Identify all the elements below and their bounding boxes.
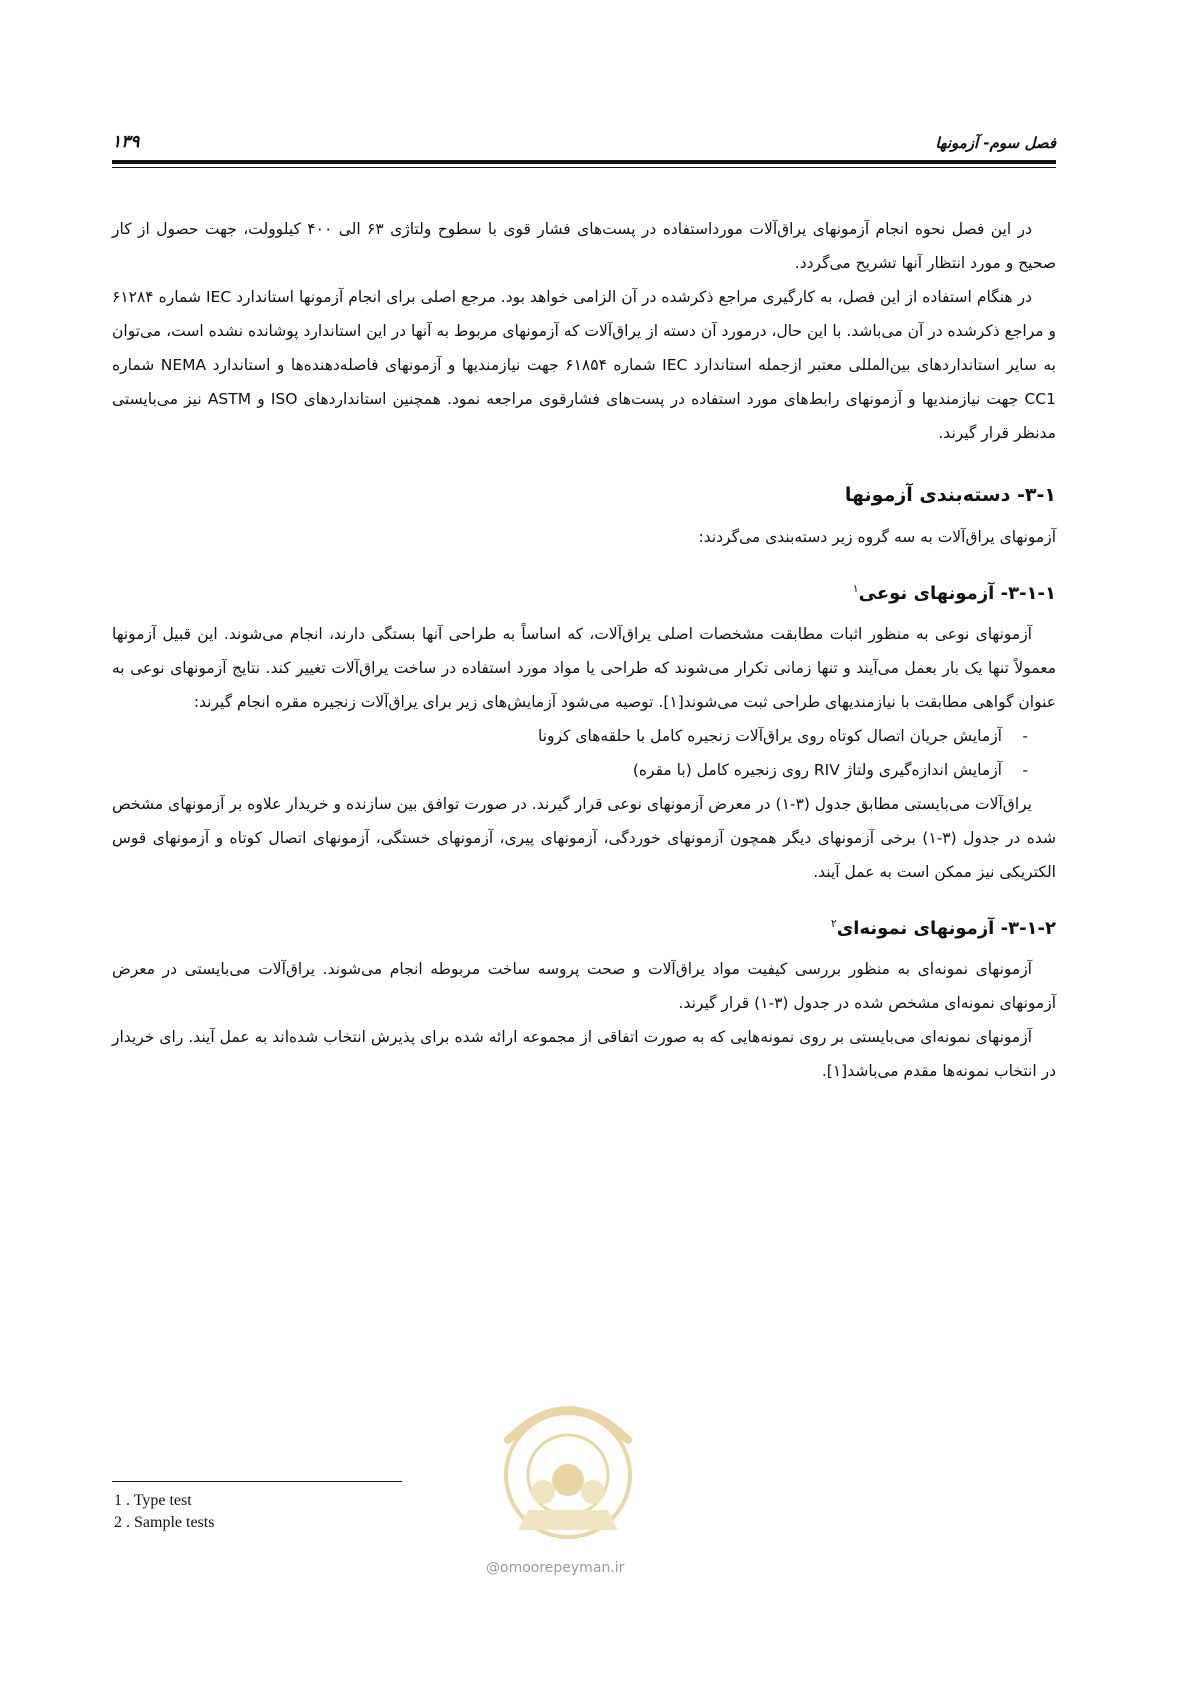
type-tests-paragraph-2: یراق‌آلات می‌بایستی مطابق جدول (۳-۱) در معرض آزمونهای نوعی قرار گیرند. در صورت توافق بین سازنده و خریدار علاوه بر آزمونهای مشخص شده در جدول (۳-۱) برخی آزمونهای دیگر همچون آزمونهای خوردگی، آزمونهای پیری، آزمونهای خستگی، آزمونهای اتصال کوتاه و آزمونهای قوس الکتریکی نیز ممکن است به عمل آیند. [112, 795, 1056, 881]
sample-tests-paragraph: آزمونهای نمونه‌ای به منظور بررسی کیفیت مواد یراق‌آلات و صحت پروسه ساخت مربوطه انجام می‌شوند. یراق‌آلات می‌بایستی در معرض آزمونهای نمونه‌ای مشخص شده در جدول (۳-۱) قرار گیرند. [112, 960, 1056, 1012]
watermark-url: @omoorepeyman.ir [486, 1560, 625, 1576]
watermark-logo-icon [478, 1380, 658, 1580]
page-number: ۱۳۹ [112, 132, 140, 152]
list-dash: - [1022, 727, 1028, 745]
body-content [112, 212, 1056, 1088]
section-heading: ۳-۱- دسته‌بندی آزمونها [844, 484, 1056, 506]
running-header [112, 128, 1056, 158]
list-item-text: آزمایش جریان اتصال کوتاه روی یراق‌آلات زنجیره کامل با حلقه‌های کرونا [537, 727, 1002, 745]
sample-tests-paragraph-2: آزمونهای نمونه‌ای می‌بایستی بر روی نمونه‌هایی که به صورت اتفاقی از مجموعه ارائه شده برای پذیرش انتخاب شده‌اند به عمل آیند. رای خریدار در انتخاب نمونه‌ها مقدم می‌باشد[۱]. [112, 1028, 1056, 1080]
footnote-2: 2 . Sample tests [114, 1514, 215, 1531]
list-item [112, 719, 1028, 753]
subsection-heading-text: ۳-۱-۲- آزمونهای نمونه‌ای [836, 918, 1056, 939]
intro-paragraph-1: در این فصل نحوه انجام آزمونهای یراق‌آلات مورداستفاده در پست‌های فشار قوی با سطوح ولتاژی ۶۳ الی ۴۰۰ کیلوولت، جهت حصول از کار صحیح و مورد انتظار آنها تشریح می‌گردد. [112, 220, 1056, 272]
subsection-heading-type-tests [112, 572, 1056, 611]
subsection-heading-sample-tests [112, 907, 1056, 946]
subsection-heading-text: ۳-۱-۱- آزمونهای نوعی [858, 583, 1056, 604]
header-rule-thick [112, 160, 1056, 164]
footnote-ref-2: ۲ [830, 917, 837, 930]
footnote-1: 1 . Type test [114, 1492, 192, 1509]
list-item [112, 753, 1028, 787]
footnotes [114, 1490, 214, 1534]
section-text: آزمونهای یراق‌آلات به سه گروه زیر دسته‌بندی می‌گردند: [698, 528, 1056, 546]
footnote-rule [112, 1481, 402, 1482]
intro-paragraph-2: در هنگام استفاده از این فصل، به کارگیری مراجع ذکرشده در آن الزامی خواهد بود. مرجع اصلی برای انجام آزمونها استاندارد IEC شماره ۶۱۲۸۴ و مراجع ذکرشده در آن می‌باشد. با این حال، درمورد آن دسته از یراق‌آلات که آزمونهای مربوط به آنها در این استاندارد پوشانده نشده است، می‌توان به سایر استانداردهای بین‌المللی معتبر ازجمله استاندارد IEC شماره ۶۱۸۵۴ جهت نیازمندیها و آزمونهای فاصله‌دهنده‌ها و استاندارد NEMA شماره CC1 جهت نیازمندیها و آزمونهای رابط‌های مورد استفاده در پست‌های فشارقوی مراجعه نمود. همچنین استانداردهای ISO و ASTM نیز می‌بایستی مدنظر قرار گیرند. [112, 288, 1056, 442]
list-dash: - [1022, 761, 1028, 779]
list-item-text: آزمایش اندازه‌گیری ولتاژ RIV روی زنجیره کامل (با مقره) [632, 761, 1002, 779]
type-tests-paragraph: آزمونهای نوعی به منظور اثبات مطابقت مشخصات اصلی یراق‌آلات، که اساساً به طراحی آنها بستگی دارند، انجام می‌شوند. این قبیل آزمونها معمولاً تنها یک بار بعمل می‌آیند و تنها زمانی تکرار می‌شوند که طراحی یا مواد مورد استفاده در ساخت یراق‌آلات تغییر کند. نتایج آزمونهای نوعی به عنوان گواهی مطابقت با نیازمندیهای طراحی ثبت می‌شوند[۱]. توصیه می‌شود آزمایش‌های زیر برای یراق‌آلات زنجیره مقره انجام گیرند: [112, 625, 1056, 711]
footnote-ref-1: ۱ [852, 582, 859, 595]
header-rule-thin [112, 167, 1056, 168]
chapter-title: فصل سوم- آزمونها [935, 134, 1056, 152]
test-list [112, 719, 1056, 787]
